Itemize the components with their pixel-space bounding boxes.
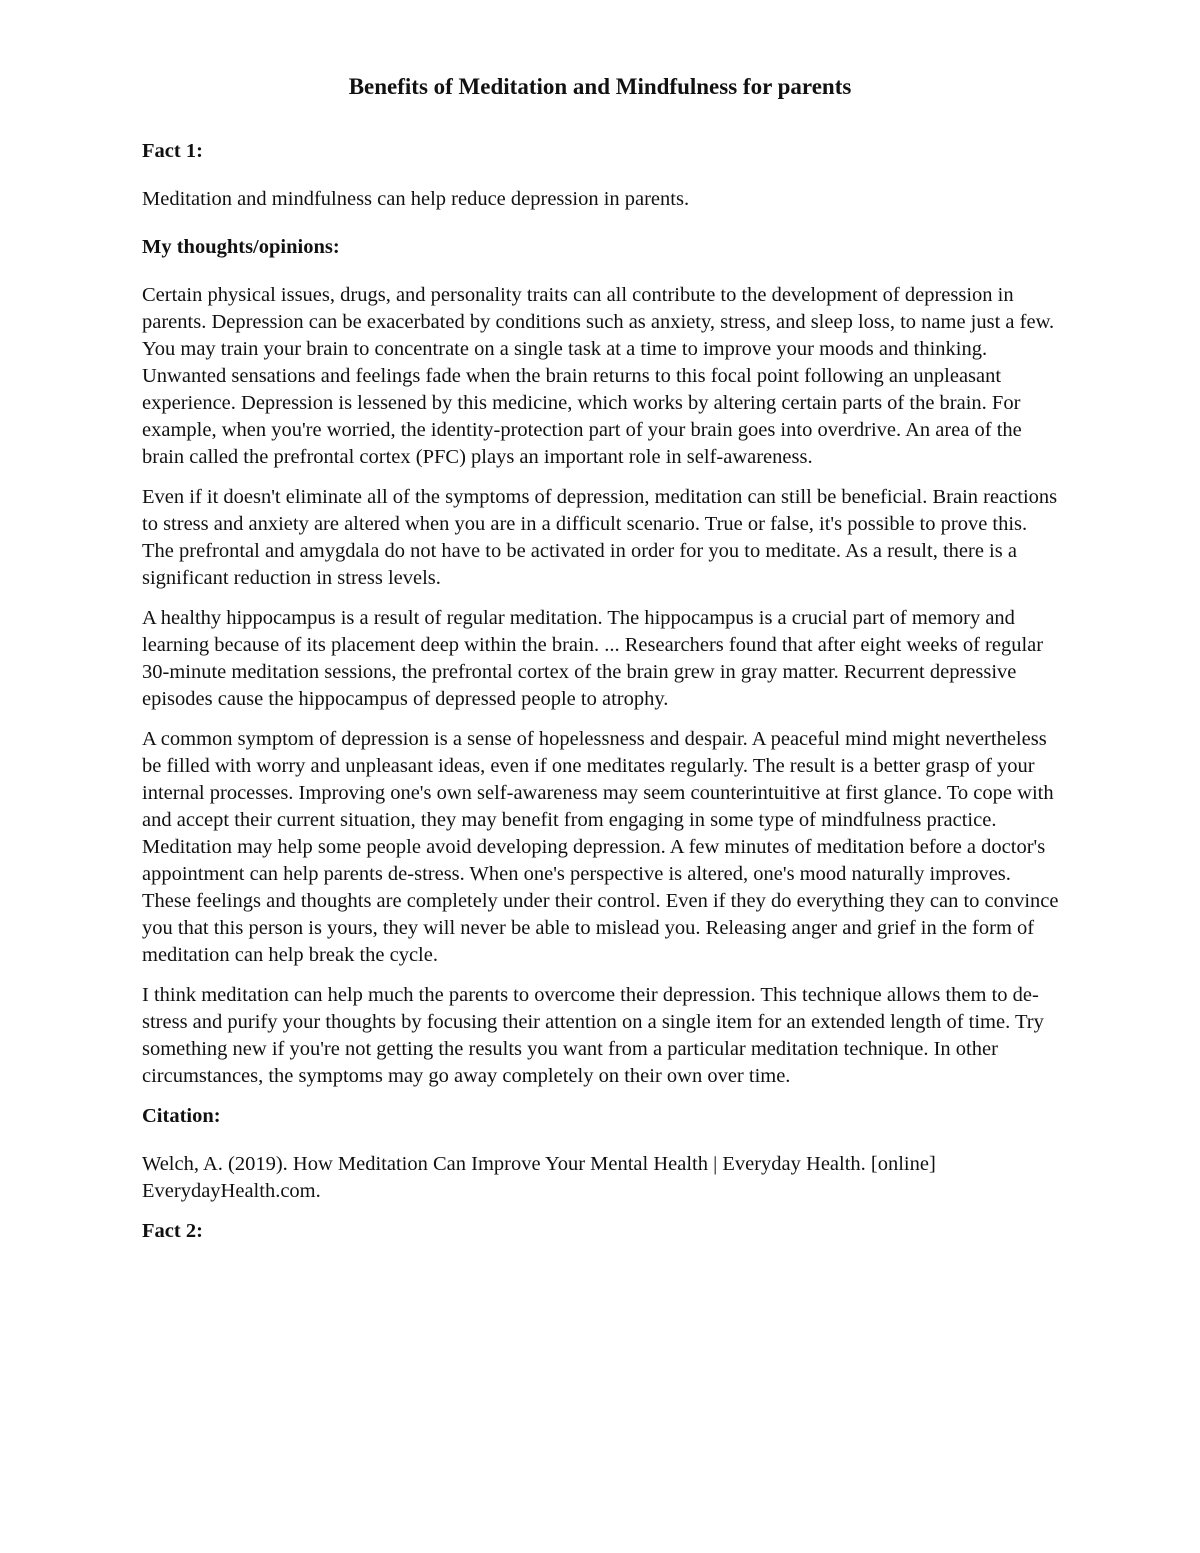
citation-heading: Citation: <box>142 1105 221 1127</box>
fact1-text: Meditation and mindfulness can help reduce depression in parents. <box>142 188 690 210</box>
paragraph-1: Certain physical issues, drugs, and personality traits can all contribute to the development of depression in parents. Depression can be exacerbated by conditions such as anxiety, stress, and sleep loss, to name just a few. You may train your brain to concentrate on a single task at a time to improve your moods and thinking. Unwanted sensations and feelings fade when the brain returns to this focal point following an unpleasant experience. Depression is lessened by this medicine, which works by altering certain parts of the brain. For example, when you're worried, the identity-protection part of your brain goes into overdrive. An area of the brain called the prefrontal cortex (PFC) plays an important role in self-awareness. <box>142 284 1055 468</box>
paragraph-4: A common symptom of depression is a sense of hopelessness and despair. A peaceful mind might nevertheless be filled with worry and unpleasant ideas, even if one meditates regularly. The result is a better grasp of your internal processes. Improving one's own self-awareness may seem counterintuitive at first glance. To cope with and accept their current situation, they may benefit from engaging in some type of mindfulness practice. Meditation may help some people avoid developing depression. A few minutes of meditation before a doctor's appointment can help parents de-stress. When one's perspective is altered, one's mood naturally improves. These feelings and thoughts are completely under their control. Even if they do everything they can to convince you that this person is yours, they will never be able to mislead you. Releasing anger and grief in the form of meditation can help break the cycle. <box>142 728 1059 966</box>
paragraph-5: I think meditation can help much the parents to overcome their depression. This technique allows them to de-stress and purify your thoughts by focusing their attention on a single item for an extended length of time. Try something new if you're not getting the results you want from a particular meditation technique. In other circumstances, the symptoms may go away completely on their own over time. <box>142 984 1044 1087</box>
fact1-heading: Fact 1: <box>142 140 203 162</box>
document-body <box>142 138 1062 1245</box>
paragraph-3: A healthy hippocampus is a result of regular meditation. The hippocampus is a crucial part of memory and learning because of its placement deep within the brain. ... Researchers found that after eight weeks of regular 30-minute meditation sessions, the prefrontal cortex of the brain grew in gray matter. Recurrent depressive episodes cause the hippocampus of depressed people to atrophy. <box>142 607 1044 710</box>
citation-text: Welch, A. (2019). How Meditation Can Improve Your Mental Health | Everyday Health. [online] EverydayHealth.com. <box>142 1153 936 1202</box>
thoughts-heading: My thoughts/opinions: <box>142 236 340 258</box>
fact2-heading: Fact 2: <box>142 1220 203 1242</box>
document-title: Benefits of Meditation and Mindfulness for parents <box>348 74 852 99</box>
paragraph-2: Even if it doesn't eliminate all of the symptoms of depression, meditation can still be beneficial. Brain reactions to stress and anxiety are altered when you are in a difficult scenario. True or false, it's possible to prove this. The prefrontal and amygdala do not have to be activated in order for you to meditate. As a result, there is a significant reduction in stress levels. <box>142 486 1058 589</box>
